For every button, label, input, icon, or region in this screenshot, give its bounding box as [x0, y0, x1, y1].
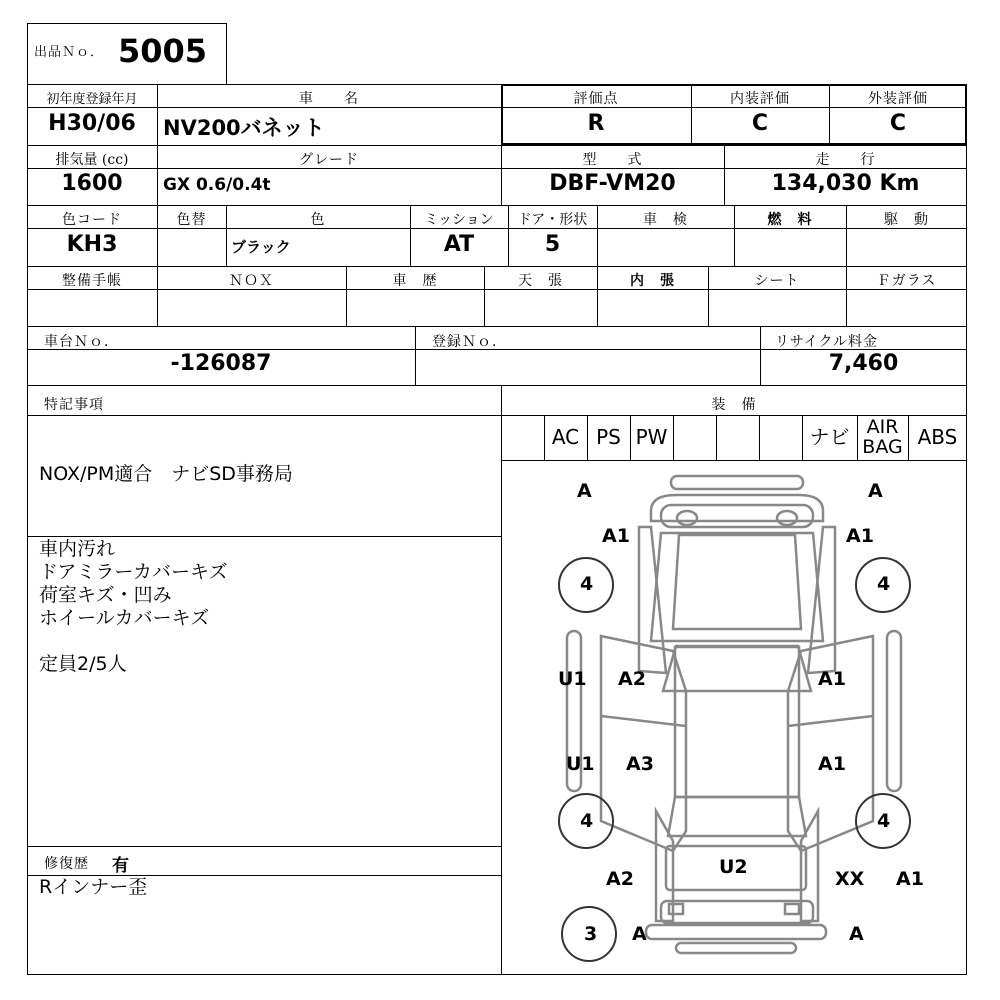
repair-value: 有	[112, 856, 129, 876]
note-line-1: NOX/PM適合 ナビSD事務局	[39, 463, 293, 485]
grid-line	[27, 266, 967, 267]
lot-label: 出品Ｎｏ．	[34, 45, 105, 60]
tire-front-left: 4	[580, 573, 594, 595]
mission-value: AT	[443, 232, 475, 257]
tire-rear-left: 4	[580, 810, 594, 832]
chassis-value: -126087	[170, 351, 272, 376]
colorcode-label: 色コード	[62, 212, 122, 228]
spare-tire: 3	[584, 923, 598, 945]
grid-line	[759, 415, 760, 460]
note-block-2: 車内汚れ ドアミラーカバーキズ 荷室キズ・凹み ホイールカバーキズ 定員2/5人	[39, 538, 228, 675]
name-label: 車 名	[299, 91, 359, 107]
recolor-label: 色替	[176, 212, 207, 228]
grid-line	[27, 326, 967, 327]
damage-door-right-rear: A1	[818, 753, 846, 775]
colorcode-value: KH3	[66, 232, 118, 257]
tire-front-right: 4	[877, 573, 891, 595]
damage-door-left-rear: A3	[626, 753, 654, 775]
displacement-label: 排気量 (cc)	[55, 152, 129, 168]
model-label: 型 式	[582, 152, 643, 168]
seat-label: シート	[754, 273, 800, 289]
equipment-label: 装 備	[711, 397, 757, 413]
recycle-label: リサイクル料金	[775, 334, 879, 350]
model-value: DBF-VM20	[549, 171, 676, 196]
grid-line	[27, 385, 967, 386]
recycle-value: 7,460	[828, 351, 899, 376]
interior-label: 内装評価	[730, 91, 790, 107]
grade-value: GX 0.6/0.4t	[163, 175, 271, 195]
exterior-label: 外装評価	[868, 91, 928, 107]
grid-line	[716, 415, 717, 460]
score-label: 評価点	[573, 91, 619, 107]
score-value: R	[587, 111, 605, 136]
equip-airbag: AIR BAG	[862, 416, 903, 458]
damage-rear-right: A1	[896, 868, 924, 890]
damage-door-u1-top: U1	[558, 668, 587, 690]
damage-tailgate: U2	[719, 856, 748, 878]
grade-label: グレード	[299, 152, 359, 168]
equip-pw: PW	[635, 425, 668, 449]
service-book-label: 整備手帳	[62, 273, 122, 289]
exterior-value: C	[889, 111, 907, 136]
nox-label: ＮＯＸ	[229, 273, 274, 289]
damage-door-u1-bottom: U1	[566, 753, 595, 775]
fuel-label: 燃 料	[767, 212, 813, 228]
chassis-label: 車台Ｎｏ．	[44, 334, 119, 350]
car-diagram	[501, 461, 967, 975]
repair-label: 修復歴	[44, 856, 89, 872]
year-label: 初年度登録年月	[46, 92, 138, 107]
displacement-value: 1600	[61, 171, 123, 196]
reg-label: 登録Ｎｏ．	[432, 334, 507, 350]
equip-abs: ABS	[917, 425, 958, 449]
fglass-label: Ｆガラス	[876, 273, 937, 289]
lot-number: 5005	[118, 32, 208, 70]
color-value: ブラック	[231, 238, 291, 256]
grid-line	[27, 205, 967, 206]
damage-door-left-front: A2	[618, 668, 646, 690]
damage-rear-xx: XX	[835, 868, 865, 890]
inspection-label: 車 検	[643, 212, 688, 228]
grid-line	[27, 846, 501, 847]
repair-note: Rインナー歪	[39, 876, 148, 898]
inner-label: 内 張	[630, 273, 675, 289]
grid-line	[27, 145, 967, 146]
damage-fender-right: A1	[846, 525, 874, 547]
damage-rear-bumper-left: A	[632, 923, 647, 945]
tire-rear-right: 4	[877, 810, 891, 832]
year-value: H30/06	[48, 111, 136, 136]
mileage-label: 走 行	[815, 152, 876, 168]
color-label: 色	[310, 212, 326, 228]
door-value: 5	[544, 232, 561, 257]
equip-navi: ナビ	[809, 425, 850, 449]
interior-value: C	[751, 111, 769, 136]
damage-rear-left-quarter: A2	[606, 868, 634, 890]
notes-label: 特記事項	[44, 397, 104, 413]
damage-front-left: A	[577, 480, 592, 502]
damage-rear-bumper-right: A	[849, 923, 864, 945]
door-label: ドア・形状	[517, 212, 588, 228]
drive-label: 駆 動	[884, 212, 929, 228]
history-label: 車 歴	[392, 273, 438, 289]
grid-line	[415, 326, 416, 385]
mileage-value: 134,030 Km	[771, 171, 920, 196]
damage-door-right-front: A1	[818, 668, 846, 690]
grid-line	[673, 415, 674, 460]
equip-ac: AC	[551, 425, 580, 449]
name-value: NV200バネット	[163, 116, 325, 140]
damage-fender-left: A1	[602, 525, 630, 547]
roof-label: 天 張	[518, 273, 563, 289]
equip-ps: PS	[596, 425, 621, 449]
damage-front-right: A	[868, 480, 883, 502]
grid-line	[27, 536, 501, 537]
mission-label: ミッション	[424, 212, 494, 228]
